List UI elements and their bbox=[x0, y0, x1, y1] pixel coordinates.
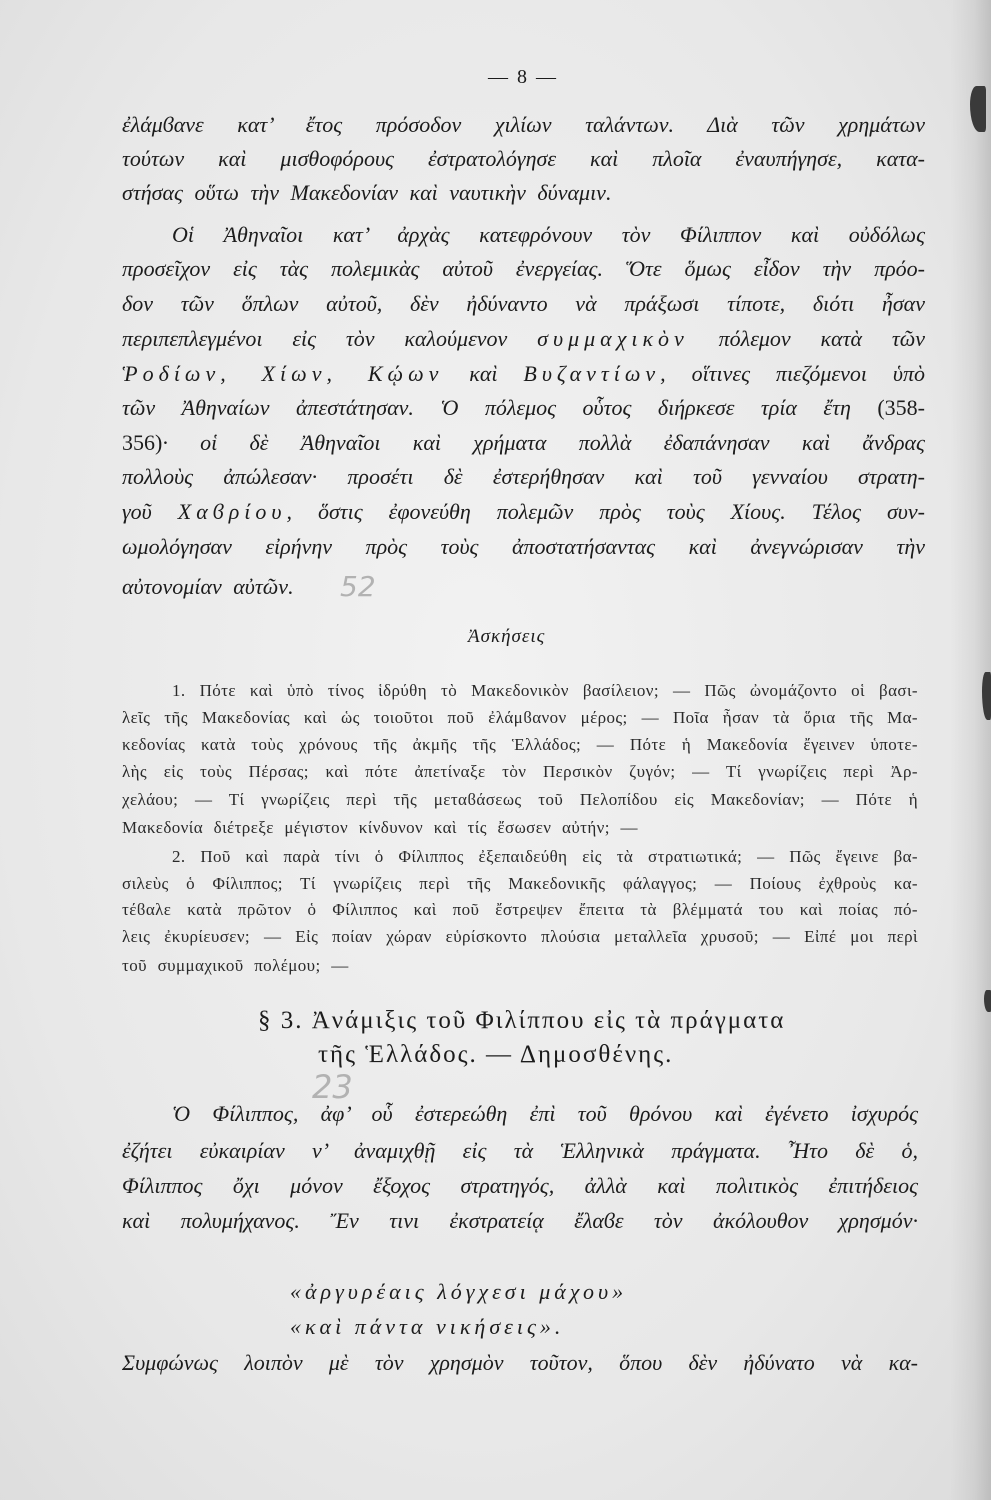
exercise-line: Μακεδονία διέτρεξε μέγιστον κίνδυνον καὶ τίς ἔσωσεν αὐτήν; — bbox=[122, 818, 638, 837]
text-line: τούτων καὶ μισθοφόρους ἐστρατολόγησε καὶ πλοῖα ἐναυπήγησε, κατα- bbox=[122, 146, 925, 171]
page-edge-mark bbox=[984, 990, 991, 1012]
oracle-quote: «καὶ πάντα νικήσεις». bbox=[290, 1314, 565, 1339]
text-line: ἐλάμϐανε κατ’ ἔτος πρόσοδον χιλίων ταλάντων. Διὰ τῶν χρημάτων bbox=[122, 112, 925, 137]
exercise-line: σιλεὺς ὁ Φίλιππος; Τί γνωρίζεις περὶ τῆς Μακεδονικῆς φάλαγγος; — Ποίους ἐχθροὺς κα- bbox=[122, 874, 918, 893]
exercises-heading: Ἀσκήσεις bbox=[468, 626, 546, 647]
text-line: αὐτονομίαν αὐτῶν. bbox=[122, 574, 294, 599]
date-range: (358- bbox=[877, 395, 925, 420]
exercise-line: τοῦ συμμαχικοῦ πολέμου; — bbox=[122, 956, 349, 975]
text-line: Ὁ Φίλιππος, ἀφ’ οὗ ἐστερεώθη ἐπὶ τοῦ θρόνου καὶ ἐγένετο ἰσχυρός bbox=[172, 1101, 918, 1126]
exercise-line: 2. Ποῦ καὶ παρὰ τίνι ὁ Φίλιππος ἐξεπαιδεύθη εἰς τὰ στρατιωτικά; — Πῶς ἔγεινε βα- bbox=[172, 847, 918, 866]
text-line: στήσας οὕτω τὴν Μακεδονίαν καὶ ναυτικὴν δύναμιν. bbox=[122, 180, 612, 205]
text-segment: πόλεμον κατὰ τῶν bbox=[688, 326, 925, 351]
text-line: Οἱ Ἀθηναῖοι κατ’ ἀρχὰς κατεφρόνουν τὸν Φίλιππον καὶ οὐδόλως bbox=[172, 222, 925, 247]
text-segment: τῶν Ἀθηναίων ἀπεστάτησαν. Ὁ πόλεμος οὗτος διήρκεσε τρία ἔτη bbox=[122, 395, 878, 420]
text-line: πολλοὺς ἀπώλεσαν· προσέτι δὲ ἐστερήθησαν καὶ τοῦ γενναίου στρατη- bbox=[122, 464, 925, 489]
spaced-word: Ῥοδίων, Χίων, Κῴων bbox=[122, 361, 444, 386]
text-line bbox=[122, 495, 925, 529]
text-segment: περιπεπλεγμένοι εἰς τὸν καλούμενον bbox=[122, 326, 538, 351]
spaced-word: Βυζαντίων bbox=[523, 361, 661, 386]
exercise-line: χελάου; — Τί γνωρίζεις περὶ τῆς μεταϐάσεως τοῦ Πελοπίδου εἰς Μακεδονίαν; — Πότε ἡ bbox=[122, 790, 918, 809]
text-segment: γοῦ bbox=[122, 499, 178, 524]
exercise-line: λὴς εἰς τοὺς Πέρσας; καὶ πότε ἀπετίναξε τὸν Περσικὸν ζυγόν; — Τί γνωρίζεις περὶ Ἀρ- bbox=[122, 762, 918, 781]
date-range: 356) bbox=[122, 430, 163, 455]
text-line: ωμολόγησαν εἰρήνην πρὸς τοὺς ἀποστατήσαντας καὶ ἀνεγνώρισαν τὴν bbox=[122, 534, 925, 559]
text-segment: , ὅστις ἐφονεύθη πολεμῶν πρὸς τοὺς Χίους. Τέλος συν- bbox=[286, 499, 925, 524]
page-number: — 8 — bbox=[488, 66, 558, 88]
text-segment: καὶ bbox=[443, 361, 524, 386]
page-edge-mark bbox=[970, 86, 986, 132]
text-line bbox=[122, 426, 925, 460]
text-line: καὶ πολυμήχανος. Ἔν τινι ἐκστρατείᾳ ἔλαϐε τὸν ἀκόλουθον χρησμόν· bbox=[122, 1208, 918, 1233]
exercise-line: 1. Πότε καὶ ὑπὸ τίνος ἱδρύθη τὸ Μακεδονικὸν βασίλειον; — Πῶς ὠνομάζοντο οἱ βασι- bbox=[172, 681, 918, 700]
section-title: τῆς Ἑλλάδος. — Δημοσθένης. bbox=[318, 1041, 674, 1068]
text-line bbox=[122, 391, 925, 425]
text-segment: , οἵτινες πιεζόμενοι ὑπὸ bbox=[660, 361, 925, 386]
text-line: προσεῖχον εἰς τὰς πολεμικὰς αὐτοῦ ἐνεργείας. Ὅτε ὅμως εἶδον τὴν πρόο- bbox=[122, 256, 925, 281]
pencil-annotation: 23 bbox=[312, 1068, 353, 1106]
pencil-annotation: 52 bbox=[340, 570, 376, 603]
text-line bbox=[122, 357, 925, 391]
exercise-line: τέϐαλε κατὰ πρῶτον ὁ Φίλιππος καὶ ποῦ ἔστρεψεν ἔπειτα τὰ βλέμματά του καὶ ποίας πό- bbox=[122, 900, 918, 919]
text-line: δον τῶν ὅπλων αὐτοῦ, δὲν ἠδύναντο νὰ πράξωσι τίποτε, διότι ἦσαν bbox=[122, 291, 925, 316]
text-line: Συμφώνως λοιπὸν μὲ τὸν χρησμὸν τοῦτον, ὅπου δὲν ἠδύνατο νὰ κα- bbox=[122, 1350, 918, 1375]
exercise-line: κεδονίας κατὰ τοὺς χρόνους τῆς ἀκμῆς τῆς Ἑλλάδος; — Πότε ἡ Μακεδονία ἔγεινεν ὑποτε- bbox=[122, 735, 918, 754]
oracle-quote: «ἀργυρέαις λόγχεσι μάχου» bbox=[290, 1279, 628, 1304]
text-line: ἐζήτει εὐκαιρίαν ν’ ἀναμιχθῇ εἰς τὰ Ἑλληνικὰ πράγματα. Ἦτο δὲ ὁ, bbox=[122, 1138, 918, 1163]
text-line: Φίλιππος ὄχι μόνον ἔξοχος στρατηγός, ἀλλὰ καὶ πολιτικὸς ἐπιτήδειος bbox=[122, 1173, 918, 1198]
text-line bbox=[122, 322, 925, 356]
page-edge-mark bbox=[982, 672, 991, 720]
spaced-word: Χαϐρίου bbox=[177, 499, 287, 524]
section-title: § 3. Ἀνάμιξις τοῦ Φιλίππου εἰς τὰ πράγματα bbox=[258, 1007, 786, 1034]
exercise-line: λεις ἐκυρίευσεν; — Εἰς ποίαν χώραν εὑρίσκοντο πλούσια μεταλλεῖα χρυσοῦ; — Εἰπέ μοι περὶ bbox=[122, 927, 918, 946]
text-segment: · οἱ δὲ Ἀθηναῖοι καὶ χρήματα πολλὰ ἐδαπάνησαν καὶ ἄνδρας bbox=[162, 430, 925, 455]
exercise-line: λεῖς τῆς Μακεδονίας καὶ ὡς τοιοῦτοι ποῦ ἐλάμϐανον μέρος; — Ποῖα ἦσαν τὰ ὅρια τῆς Μα- bbox=[122, 708, 918, 727]
page-edge-shadow bbox=[950, 0, 991, 1500]
spaced-word: συμμαχικὸν bbox=[537, 326, 689, 351]
